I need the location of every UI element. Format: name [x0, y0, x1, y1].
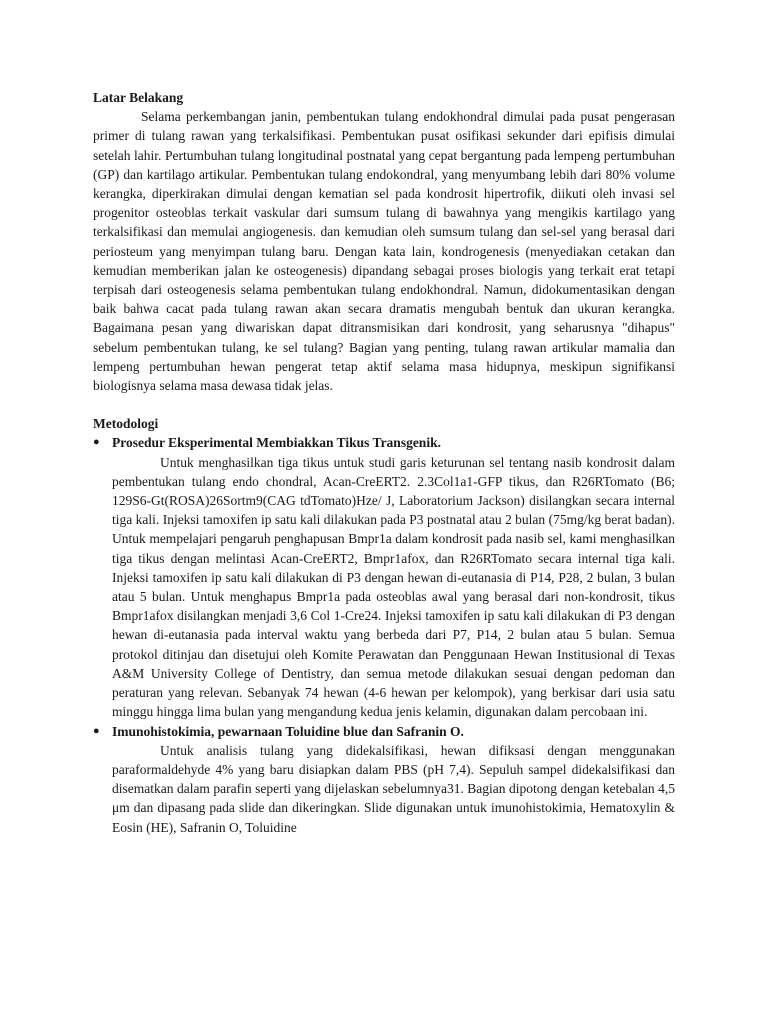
background-heading: Latar Belakang [93, 90, 184, 105]
methodology-item-breeding [93, 433, 675, 721]
methodology-item-title: Prosedur Eksperimental Membiakkan Tikus Transgenik. [112, 435, 441, 451]
bullet-icon: ● [93, 436, 100, 449]
methodology-heading: Metodologi [93, 416, 159, 432]
methodology-item-title: Imunohistokimia, pewarnaan Toluidine blue dan Safranin O. [112, 723, 464, 739]
methodology-item-immunohistochemistry [93, 722, 675, 837]
bullet-icon: ● [93, 724, 100, 737]
background-paragraph: Selama perkembangan janin, pembentukan tulang endokhondral dimulai pada pusat pengerasan primer di tulang rawan yang terkalsifikasi. Pembentukan pusat osifikasi sekunder dari epifisis dimulai setelah lahir. Pertumbuhan tulang longitudinal postnatal yang cepat bergantung pada lempeng pertumbuhan (GP) dan kartilago artikular. Pembentukan tulang endokondral, yang menyumbang lebih dari 80% volume kerangka, diperkirakan dimulai dengan kematian sel pada kondrosit hipertrofik, diikuti oleh invasi sel progenitor osteoblas terkait vaskular dari sumsum tulang di bawahnya yang mengikis kartilago yang terkalsifikasi dan memulai angiogenesis. dan kemudian oleh sumsum tulang dan sel-sel yang berasal dari periosteum yang menyimpan tulang baru. Dengan kata lain, kondrogenesis (menyediakan cetakan dan kemudian memberikan jalan ke osteogenesis) dipandang sebagai proses biologis yang terkait erat tetapi terpisah dari osteogenesis selama pembentukan tulang endokhondral. Namun, didokumentasikan dengan baik bahwa cacat pada tulang rawan akan secara dramatis mengubah bentuk dan ukuran kerangka. Bagaimana pesan yang diwariskan dapat ditransmisikan dari kondrosit, yang seharusnya "dihapus" sebelum pembentukan tulang, ke sel tulang? Bagian yang penting, tulang rawan artikular mamalia dan lempeng pertumbuhan hewan pengerat tetap aktif selama masa hidupnya, meskipun signifikansi biologisnya selama masa dewasa tidak jelas. [93, 109, 675, 394]
methodology-item-paragraph: Untuk menghasilkan tiga tikus untuk studi garis keturunan sel tentang nasib kondrosit dalam pembentukan tulang endo chondral, Acan-CreERT2. 2.3Col1a1-GFP tikus, dan R26RTomato (B6; 129S6-Gt(ROSA)26Sortm9(CAG tdTomato)Hze/ J, Laboratorium Jackson) disilangkan secara internal tiga kali. Injeksi tamoxifen ip satu kali dilakukan pada P3 postnatal atau 2 bulan (75mg/kg berat badan). Untuk mempelajari pengaruh penghapusan Bmpr1a dalam kondrosit pada nasib sel, kami menghasilkan tiga tikus dengan melintasi Acan-CreERT2, Bmpr1afox, dan R26RTomato secara internal tiga kali. Injeksi tamoxifen ip satu kali dilakukan di P3 dengan hewan di-eutanasia di P14, P28, 2 bulan, 3 bulan atau 5 bulan. Untuk menghapus Bmpr1a pada osteoblas awal yang berasal dari non-kondrosit, tikus Bmpr1afox disilangkan menjadi 3,6 Col 1-Cre24. Injeksi tamoxifen ip satu kali dilakukan di P3 dengan hewan di-eutanasia pada interval waktu yang berbeda dari P7, P14, 2 bulan atau 5 bulan. Semua protokol ditinjau dan disetujui oleh Komite Perawatan dan Penggunaan Hewan Institusional di Texas A&M University College of Dentistry, dan semua metode dilakukan sesuai dengan pedoman dan peraturan yang relevan. Sebanyak 74 hewan (4-6 hewan per kelompok), yang berkisar dari usia satu minggu hingga lima bulan yang mengandung kedua jenis kelamin, digunakan dalam percobaan ini. [112, 454, 675, 720]
methodology-item-paragraph: Untuk analisis tulang yang didekalsifikasi, hewan difiksasi dengan menggunakan paraformaldehyde 4% yang baru disiapkan dalam PBS (pH 7,4). Sepuluh sampel didekalsifikasi dan disematkan dalam parafin seperti yang dijelaskan sebelumnya31. Bagian dipotong dengan ketebalan 4,5 μm dan dipasang pada slide dan dikeringkan. Slide digunakan untuk imunohistokimia, Hematoxylin & Eosin (HE), Safranin O, Toluidine [112, 742, 675, 835]
background-section [93, 88, 675, 395]
methodology-section [93, 414, 675, 836]
section-spacer [93, 395, 675, 414]
